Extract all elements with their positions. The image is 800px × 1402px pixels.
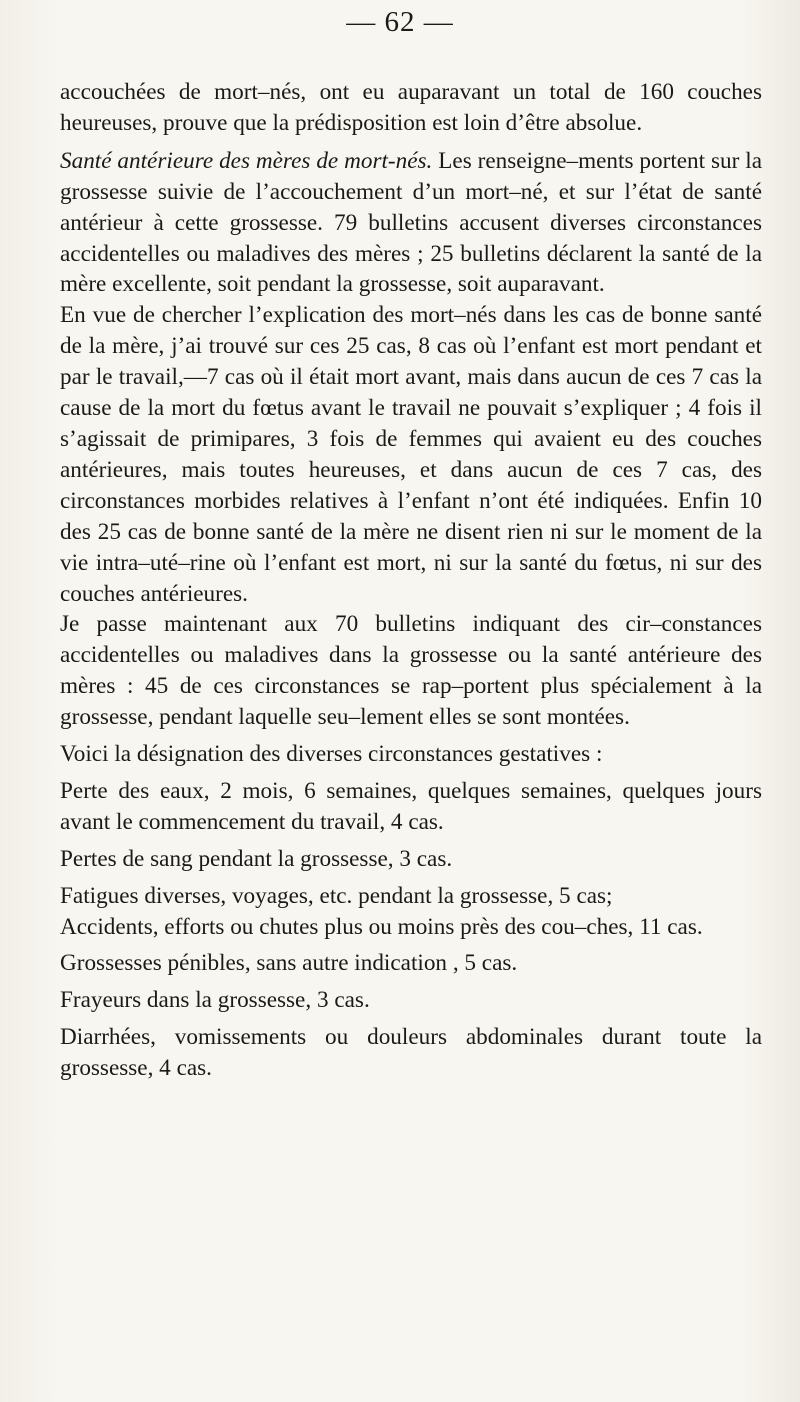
list-item: Grossesses pénibles, sans autre indication , 5 cas. [60, 950, 518, 977]
paragraph-5: Voici la désignation des diverses circonstances gestatives : [60, 741, 603, 768]
paragraph-2 [60, 146, 762, 301]
page-number: — 62 — [346, 6, 454, 38]
paragraph-3: En vue de chercher l’explication des mort–nés dans les cas de bonne santé de la mère, j’ai trouvé sur ces 25 cas, 8 cas où l’enfant est mort pendant et par le travail,—7 cas où il était mort avant, mais dans aucun de ces 7 cas la cause de la mort du fœtus avant le travail ne pouvait s’expliquer ; 4 fois il s’agissait de primipares, 3 fois de femmes qui avaient eu des couches antérieures, mais toutes heureuses, et dans aucun de ces 7 cas, des circonstances morbides relatives à l’enfant n’ont été indiquées. Enfin 10 des 25 cas de bonne santé de la mère ne disent rien ni sur le moment de la vie intra–uté–rine où l’enfant est mort, ni sur la santé du fœtus, ni sur des couches antérieures. [60, 302, 762, 607]
paragraph-1: accouchées de mort–nés, ont eu auparavant un total de 160 couches heureuses, prouve que la prédisposition est loin d’être absolue. [60, 79, 762, 136]
list-item: Frayeurs dans la grossesse, 3 cas. [60, 987, 370, 1014]
section-heading: Santé antérieure des mères de mort-nés. [60, 147, 433, 174]
paragraph-2-text: Les renseigne–ments portent sur la grossesse suivie de l’accouchement d’un mort–né, et sur l’état de santé antérieur à cette grossesse. 79 bulletins accusent diverses circonstances accidentelles ou maladives des mères ; 25 bulletins déclarent la santé de la mère excellente, soit pendant la grossesse, soit auparavant. [60, 147, 762, 298]
body-text [60, 77, 762, 1084]
list-item: Accidents, efforts ou chutes plus ou moins près des cou–ches, 11 cas. [60, 913, 703, 940]
list-item: Diarrhées, vomissements ou douleurs abdominales durant toute la grossesse, 4 cas. [60, 1024, 762, 1082]
list-item: Fatigues diverses, voyages, etc. pendant la grossesse, 5 cas; [60, 882, 613, 909]
list-item: Pertes de sang pendant la grossesse, 3 cas. [60, 845, 453, 872]
list-item: Perte des eaux, 2 mois, 6 semaines, quelques semaines, quelques jours avant le commencement du travail, 4 cas. [60, 777, 762, 835]
paragraph-4: Je passe maintenant aux 70 bulletins indiquant des cir–constances accidentelles ou maladives dans la grossesse ou la santé antérieure des mères : 45 de ces circonstances se rap–portent plus spécialement à la grossesse, pendant laquelle seu–lement elles se sont montées. [60, 611, 762, 731]
